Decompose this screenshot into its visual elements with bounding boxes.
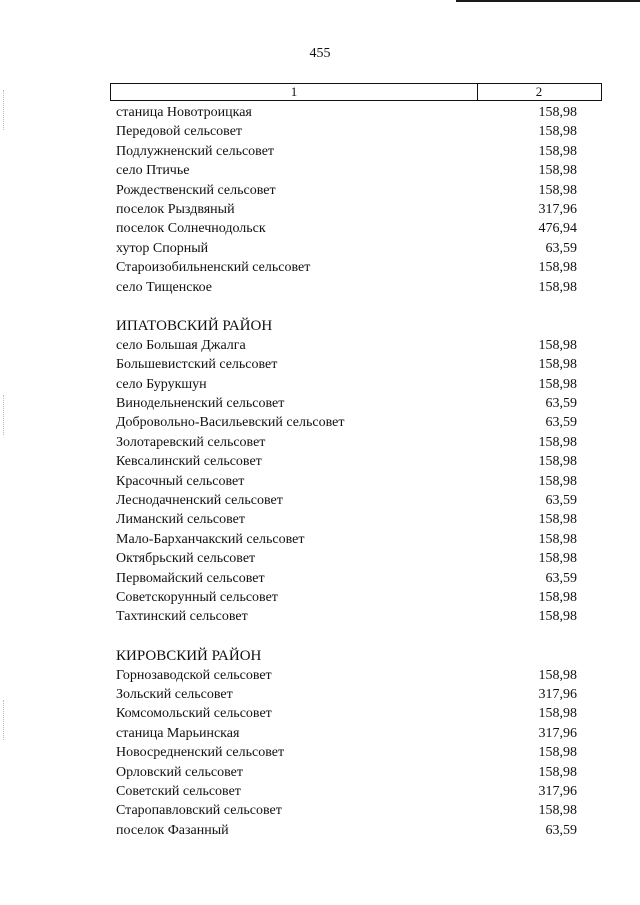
page-number: 455 [309,46,331,61]
row-value: 63,59 [545,822,577,838]
row-name: село Птичье [116,163,190,179]
table-row [0,530,640,549]
row-value: 158,98 [538,143,577,159]
row-name: Большевистский сельсовет [116,357,278,373]
table-row [0,181,640,200]
row-value: 158,98 [538,764,577,780]
row-value: 317,96 [538,687,577,702]
table-row [0,219,640,238]
row-value: 63,59 [545,240,577,256]
row-name: Зольский сельсовет [116,687,233,702]
row-value: 158,98 [538,105,577,120]
row-name: Красочный сельсовет [116,473,245,489]
row-value: 158,98 [538,803,577,819]
row-name: станица Марьинская [116,725,240,741]
table-row [0,763,640,782]
row-name: станица Новотроицкая [116,105,252,120]
row-value: 158,98 [538,357,577,373]
table-row [0,413,640,432]
row-name: Золотаревский сельсовет [116,434,266,450]
row-value: 63,59 [545,415,577,431]
row-name: Винодельненский сельсовет [116,396,285,411]
row-name: Кевсалинский сельсовет [116,454,262,470]
row-name: Горнозаводской сельсовет [116,667,272,683]
table-row [0,510,640,529]
table-row [0,355,640,374]
row-value: 158,98 [538,512,577,528]
row-value: 317,96 [538,725,577,741]
row-value: 158,98 [538,667,577,683]
section-heading: ИПАТОВСКИЙ РАЙОН [116,318,273,335]
table-row [0,549,640,568]
table-row [0,336,640,355]
row-value: 476,94 [538,221,577,237]
row-name: Передовой сельсовет [116,124,243,140]
table-row [0,704,640,723]
table-row [0,258,640,277]
row-value: 158,98 [538,124,577,140]
table-row [0,607,640,626]
row-value: 158,98 [538,376,577,392]
row-value: 158,98 [538,337,577,353]
row-name: Советский сельсовет [116,784,241,799]
table-row [0,239,640,258]
column-header-1: 1 [111,84,478,100]
row-value: 158,98 [538,182,577,198]
row-name: село Большая Джалга [116,337,246,353]
table-row [0,375,640,394]
row-value: 158,98 [538,473,577,489]
table-row [0,685,640,704]
section-heading: КИРОВСКИЙ РАЙОН [116,648,262,665]
row-name: село Бурукшун [116,376,207,392]
table-row [0,821,640,840]
table-row [0,278,640,297]
column-header-2: 2 [535,84,543,99]
table-row [0,452,640,471]
row-value: 158,98 [538,590,577,605]
row-value: 317,96 [538,202,577,217]
row-value: 158,98 [538,706,577,722]
table-row [0,724,640,743]
row-name: Тахтинский сельсовет [116,609,248,625]
row-value: 158,98 [538,454,577,470]
row-value: 158,98 [538,551,577,567]
row-name: Советскорунный сельсовет [116,590,278,605]
row-name: Мало-Барханчакский сельсовет [116,531,305,547]
row-name: Октябрьский сельсовет [116,551,256,567]
row-name: поселок Фазанный [116,822,229,838]
row-name: Старопавловский сельсовет [116,803,282,819]
row-name: Леснодачненский сельсовет [116,493,283,508]
table-row [0,122,640,141]
table-row [0,666,640,685]
row-value: 158,98 [538,531,577,547]
table-row [0,433,640,452]
table-row [0,161,640,180]
row-value: 158,98 [538,260,577,276]
row-value: 317,96 [538,784,577,799]
row-name: Подлужненский сельсовет [116,143,275,159]
row-value: 63,59 [545,396,577,411]
row-value: 158,98 [538,163,577,179]
row-value: 63,59 [545,570,577,586]
row-name: поселок Рыздвяный [116,202,235,217]
row-name: Комсомольский сельсовет [116,706,272,722]
table-row [0,569,640,588]
table-row [0,801,640,820]
table-row [0,394,640,413]
row-name: Орловский сельсовет [116,764,243,780]
row-name: Добровольно-Васильевский сельсовет [116,415,345,431]
table-row [0,472,640,491]
row-value: 158,98 [538,434,577,450]
table-row [0,743,640,762]
table-row [0,782,640,801]
table-row [0,491,640,510]
table-row [0,103,640,122]
table-row [0,142,640,161]
row-name: село Тищенское [116,279,212,295]
row-name: Лиманский сельсовет [116,512,246,528]
row-name: Староизобильненский сельсовет [116,260,311,276]
row-name: Новосредненский сельсовет [116,745,285,761]
row-value: 63,59 [545,493,577,508]
row-name: Рождественский сельсовет [116,182,276,198]
row-name: Первомайский сельсовет [116,570,265,586]
row-value: 158,98 [538,609,577,625]
row-value: 158,98 [538,279,577,295]
row-name: хутор Спорный [116,240,209,256]
table-row [0,588,640,607]
row-value: 158,98 [538,745,577,761]
table-row [0,200,640,219]
row-name: поселок Солнечнодольск [116,221,266,237]
